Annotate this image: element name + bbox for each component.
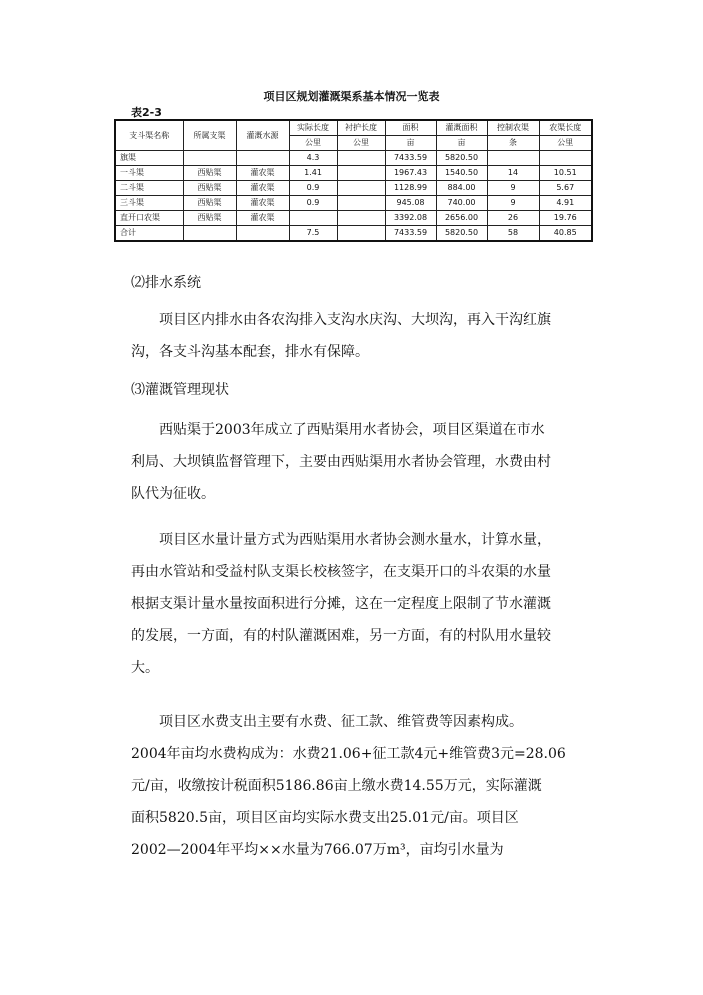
cell: 7.5 — [289, 226, 337, 242]
cell: 9 — [487, 196, 539, 211]
cell — [539, 151, 592, 166]
cell: 740.00 — [436, 196, 487, 211]
cell: 西贴渠 — [183, 211, 236, 226]
cell — [487, 151, 539, 166]
cell: 1540.50 — [436, 166, 487, 181]
cell: 三斗渠 — [115, 196, 183, 211]
unit-cell: 亩 — [385, 136, 436, 151]
cell — [183, 151, 236, 166]
header-cell: 灌溉面积 — [436, 120, 487, 136]
cell: 西贴渠 — [183, 196, 236, 211]
cell — [236, 226, 289, 242]
text-line: 元/亩，收缴按计税面积5186.86亩上缴水费14.55万元，实际灌溉 — [131, 778, 542, 794]
cell — [337, 181, 385, 196]
unit-cell: 公里 — [289, 136, 337, 151]
cell: 945.08 — [385, 196, 436, 211]
text-line: 再由水管站和受益村队支渠长校核签字，在支渠开口的斗农渠的水量 — [131, 564, 551, 580]
table-row — [115, 151, 592, 166]
header-cell: 灌溉水源 — [236, 120, 289, 151]
cell: 3392.08 — [385, 211, 436, 226]
table-row — [115, 211, 592, 226]
header-cell: 实际长度 — [289, 120, 337, 136]
header-cell: 农渠长度 — [539, 120, 592, 136]
table-total-row — [115, 226, 592, 242]
cell: 一斗渠 — [115, 166, 183, 181]
cell: 灌农渠 — [236, 181, 289, 196]
text-line: 项目区水费支出主要有水费、征工款、维管费等因素构成。 — [159, 714, 523, 730]
text-line: 利局、大坝镇监督管理下，主要由西贴渠用水者协会管理，水费由村 — [131, 454, 551, 470]
cell: 二斗渠 — [115, 181, 183, 196]
cell: 9 — [487, 181, 539, 196]
paragraph-water-fees — [131, 706, 601, 866]
cell: 58 — [487, 226, 539, 242]
unit-cell: 条 — [487, 136, 539, 151]
cell: 西贴渠 — [183, 166, 236, 181]
cell: 10.51 — [539, 166, 592, 181]
unit-cell: 公里 — [539, 136, 592, 151]
text-line: 大。 — [131, 660, 159, 676]
paragraph-association — [131, 414, 601, 510]
cell — [337, 166, 385, 181]
cell — [337, 151, 385, 166]
header-cell: 所属支渠 — [183, 120, 236, 151]
cell — [236, 151, 289, 166]
cell: 4.91 — [539, 196, 592, 211]
cell — [337, 196, 385, 211]
text-line: 2004年亩均水费构成为：水费21.06+征工款4元+维管费3元=28.06 — [131, 746, 566, 762]
cell: 1967.43 — [385, 166, 436, 181]
cell: 2656.00 — [436, 211, 487, 226]
cell: 14 — [487, 166, 539, 181]
unit-cell: 公里 — [337, 136, 385, 151]
section-heading-irrigation-mgmt: ⑶灌溉管理现状 — [131, 382, 229, 398]
cell: 旗渠 — [115, 151, 183, 166]
cell: 0.9 — [289, 196, 337, 211]
table-header-row — [115, 120, 592, 136]
cell: 灌农渠 — [236, 196, 289, 211]
cell: 0.9 — [289, 181, 337, 196]
cell — [183, 226, 236, 242]
cell: 直开口农渠 — [115, 211, 183, 226]
text-line: 项目区水量计量方式为西贴渠用水者协会测水量水，计算水量， — [159, 532, 551, 548]
unit-cell: 亩 — [436, 136, 487, 151]
cell: 灌农渠 — [236, 211, 289, 226]
cell: 5820.50 — [436, 226, 487, 242]
header-cell: 面积 — [385, 120, 436, 136]
text-line: 2002—2004年平均××水量为766.07万m³，亩均引水量为 — [131, 842, 504, 858]
table-row — [115, 196, 592, 211]
table-title: 项目区规划灌溉渠系基本情况一览表 — [263, 90, 440, 103]
table-row — [115, 166, 592, 181]
cell: 西贴渠 — [183, 181, 236, 196]
cell: 884.00 — [436, 181, 487, 196]
cell: 7433.59 — [385, 226, 436, 242]
text-line: 队代为征收。 — [131, 486, 215, 502]
text-line: 项目区内排水由各农沟排入支沟水庆沟、大坝沟，再入干沟红旗 — [159, 312, 551, 328]
header-cell: 衬护长度 — [337, 120, 385, 136]
cell — [337, 211, 385, 226]
cell: 合计 — [115, 226, 183, 242]
cell: 1128.99 — [385, 181, 436, 196]
header-cell: 支斗渠名称 — [115, 120, 183, 151]
header-cell: 控制农渠 — [487, 120, 539, 136]
cell: 7433.59 — [385, 151, 436, 166]
text-line: 面积5820.5亩，项目区亩均实际水费支出25.01元/亩。项目区 — [131, 810, 519, 826]
canal-table — [114, 119, 593, 242]
paragraph-drainage — [131, 304, 601, 368]
cell — [289, 211, 337, 226]
text-line: 沟，各支斗沟基本配套，排水有保障。 — [131, 344, 369, 360]
cell: 40.85 — [539, 226, 592, 242]
cell: 26 — [487, 211, 539, 226]
cell: 1.41 — [289, 166, 337, 181]
section-heading-drainage: ⑵排水系统 — [131, 275, 201, 291]
text-line: 西贴渠于2003年成立了西贴渠用水者协会，项目区渠道在市水 — [159, 422, 545, 438]
paragraph-metering — [131, 524, 601, 684]
cell: 19.76 — [539, 211, 592, 226]
cell: 5820.50 — [436, 151, 487, 166]
text-line: 的发展，一方面，有的村队灌溉困难，另一方面，有的村队用水量较 — [131, 628, 551, 644]
cell: 灌农渠 — [236, 166, 289, 181]
table-row — [115, 181, 592, 196]
cell: 5.67 — [539, 181, 592, 196]
text-line: 根据支渠计量水量按面积进行分摊，这在一定程度上限制了节水灌溉 — [131, 596, 551, 612]
cell — [337, 226, 385, 242]
cell: 4.3 — [289, 151, 337, 166]
table-label: 表2-3 — [131, 106, 162, 119]
